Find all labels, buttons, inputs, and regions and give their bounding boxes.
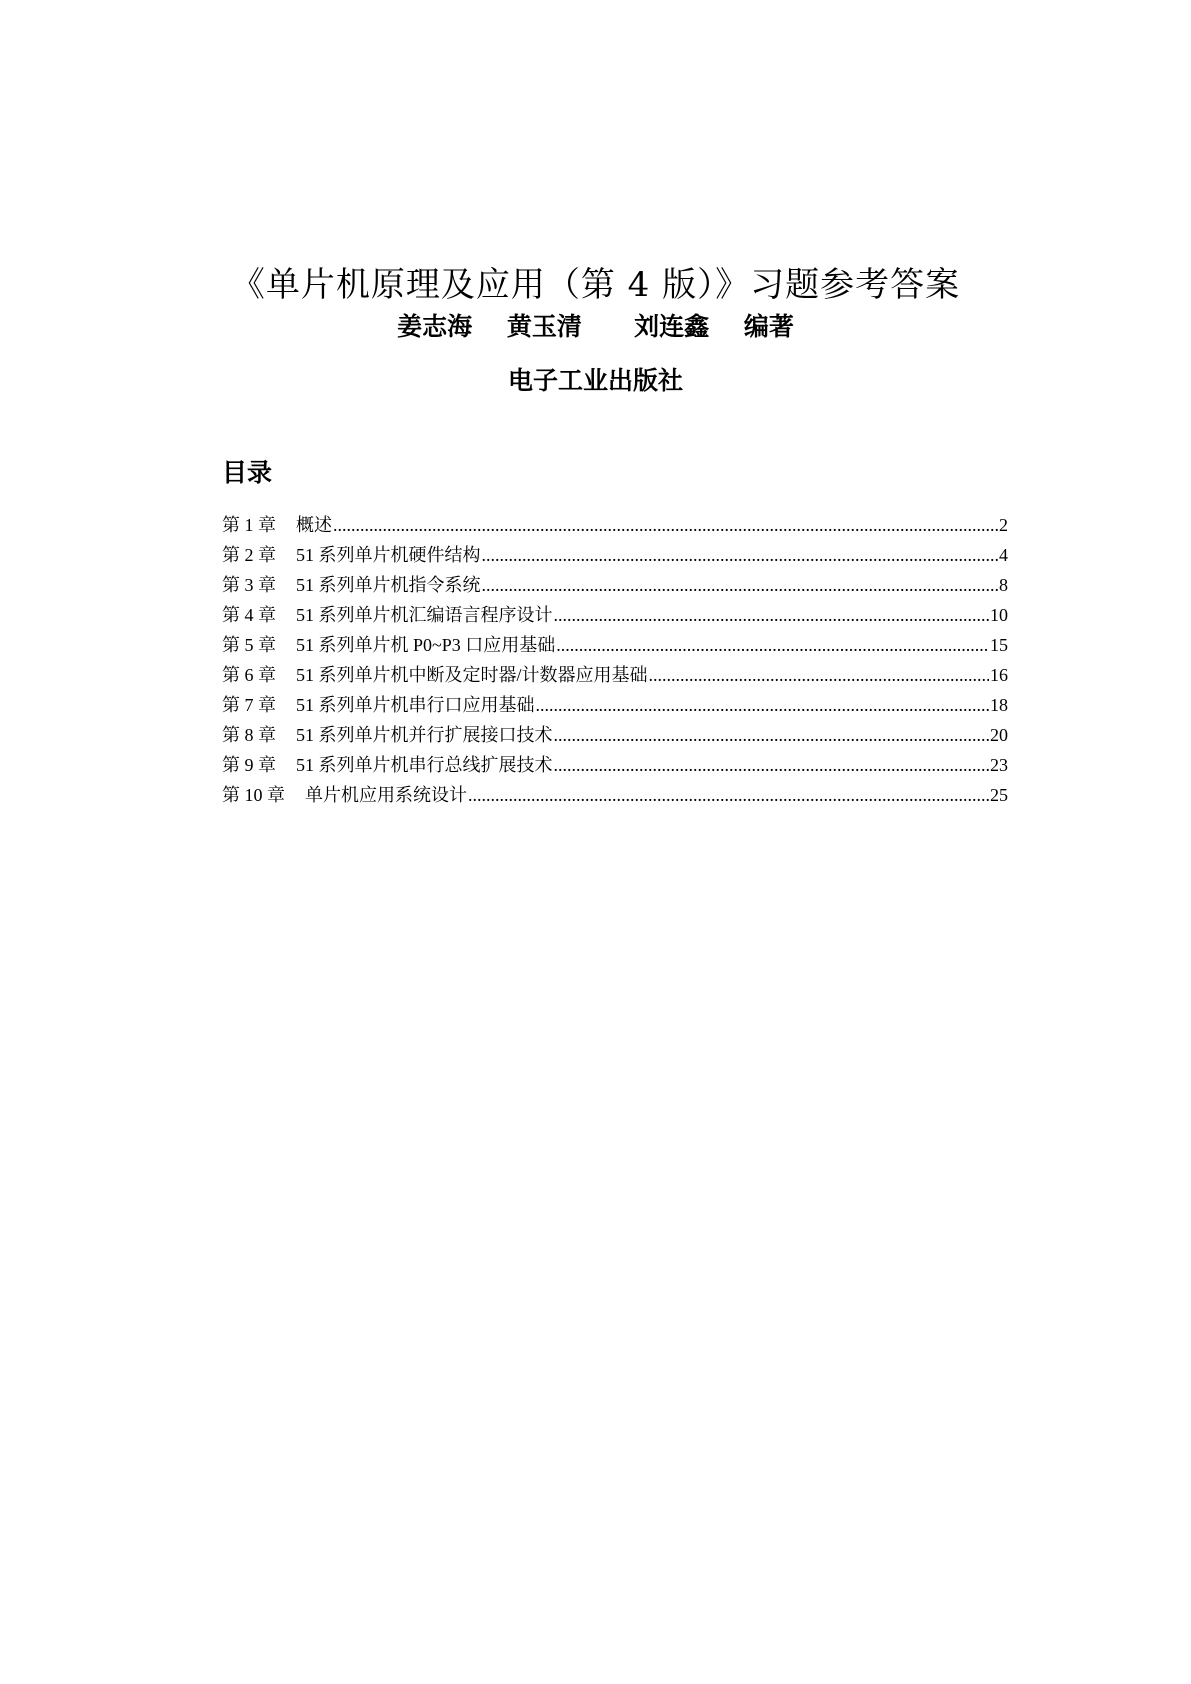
toc-dot-leader <box>649 660 990 690</box>
toc-page-number: 23 <box>990 755 1008 775</box>
toc-dot-leader <box>482 570 999 600</box>
toc-chapter-title: 单片机应用系统设计 <box>305 785 467 805</box>
toc-chapter-label: 第 5 章 <box>222 635 276 655</box>
toc-dot-leader <box>554 600 990 630</box>
toc-heading: 目录 <box>222 458 273 487</box>
toc-dot-leader <box>554 720 990 750</box>
toc-chapter-title: 51 系列单片机串行口应用基础 <box>296 695 535 715</box>
toc-entry-chapter-5[interactable] <box>222 630 1008 660</box>
toc-chapter-title: 概述 <box>296 515 332 535</box>
toc-entry-chapter-1[interactable] <box>222 510 1008 540</box>
toc-chapter-label: 第 4 章 <box>222 605 276 625</box>
toc-dot-leader <box>536 690 990 720</box>
table-of-contents <box>222 510 1008 810</box>
toc-chapter-title: 51 系列单片机中断及定时器/计数器应用基础 <box>296 665 648 685</box>
toc-page-number: 4 <box>999 545 1008 565</box>
toc-entry-chapter-8[interactable] <box>222 720 1008 750</box>
toc-page-number: 8 <box>999 575 1008 595</box>
toc-chapter-label: 第 7 章 <box>222 695 276 715</box>
toc-chapter-label: 第 2 章 <box>222 545 276 565</box>
toc-dot-leader <box>554 750 990 780</box>
toc-chapter-title: 51 系列单片机指令系统 <box>296 575 481 595</box>
toc-chapter-label: 第 9 章 <box>222 755 276 775</box>
document-publisher: 电子工业出版社 <box>507 366 683 395</box>
toc-chapter-label: 第 6 章 <box>222 665 276 685</box>
toc-dot-leader <box>468 780 989 810</box>
toc-dot-leader <box>333 510 998 540</box>
document-title: 《单片机原理及应用（第 4 版）》习题参考答案 <box>230 264 961 305</box>
toc-chapter-label: 第 1 章 <box>222 515 276 535</box>
toc-dot-leader <box>482 540 999 570</box>
toc-entry-chapter-2[interactable] <box>222 540 1008 570</box>
toc-page-number: 15 <box>990 635 1008 655</box>
toc-entry-chapter-9[interactable] <box>222 750 1008 780</box>
toc-chapter-title: 51 系列单片机并行扩展接口技术 <box>296 725 553 745</box>
toc-chapter-label: 第 8 章 <box>222 725 276 745</box>
toc-page-number: 20 <box>990 725 1008 745</box>
toc-page-number: 10 <box>990 605 1008 625</box>
toc-page-number: 2 <box>999 515 1008 535</box>
toc-page-number: 16 <box>990 665 1008 685</box>
toc-entry-chapter-4[interactable] <box>222 600 1008 630</box>
toc-entry-chapter-6[interactable] <box>222 660 1008 690</box>
toc-chapter-title: 51 系列单片机串行总线扩展技术 <box>296 755 553 775</box>
toc-page-number: 25 <box>990 785 1008 805</box>
toc-chapter-label: 第 3 章 <box>222 575 276 595</box>
toc-entry-chapter-10[interactable] <box>222 780 1008 810</box>
toc-chapter-title: 51 系列单片机硬件结构 <box>296 545 481 565</box>
toc-chapter-label: 第 10 章 <box>222 785 285 805</box>
document-authors: 姜志海 黄玉清 刘连鑫 编著 <box>397 312 794 341</box>
toc-page-number: 18 <box>990 695 1008 715</box>
toc-entry-chapter-3[interactable] <box>222 570 1008 600</box>
toc-chapter-title: 51 系列单片机汇编语言程序设计 <box>296 605 553 625</box>
toc-entry-chapter-7[interactable] <box>222 690 1008 720</box>
toc-chapter-title: 51 系列单片机 P0~P3 口应用基础 <box>296 635 556 655</box>
toc-dot-leader <box>556 630 989 660</box>
